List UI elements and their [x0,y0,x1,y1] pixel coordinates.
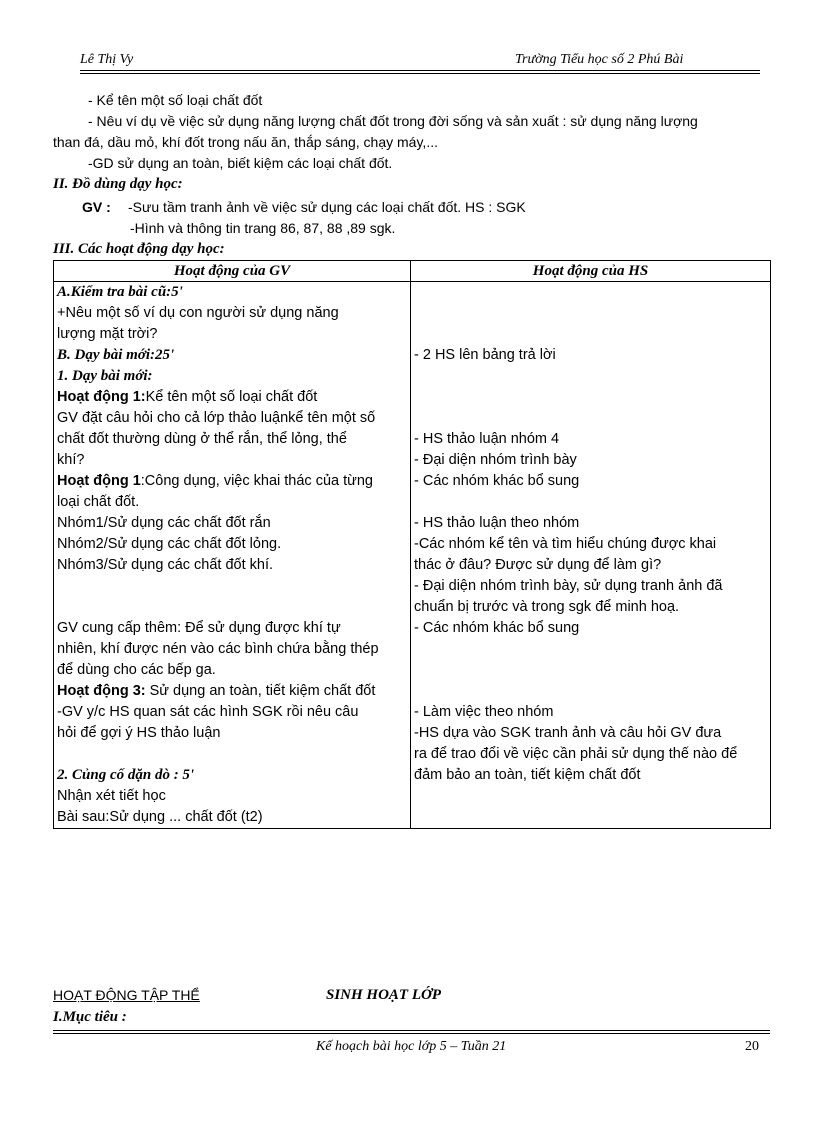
gv-section-label: 2. Củng cố dặn dò : 5' [57,767,195,783]
materials-line-2: -Hình và thông tin trang 86, 87, 88 ,89 sgk. [130,220,396,236]
objective-2: - Nêu ví dụ về việc sử dụng năng lượng chất đốt trong đời sống và sản xuất : sử dụng năng lượng [88,113,698,129]
hs-line: đảm bảo an toàn, tiết kiệm chất đốt [414,767,641,783]
hs-line [414,639,767,660]
hs-line: - 2 HS lên bảng trả lời [414,347,556,363]
materials-line-1: -Sưu tầm tranh ảnh về việc sử dụng các loại chất đốt. HS : SGK [128,199,526,215]
hs-line: - Đại diện nhóm trình bày [414,452,577,468]
gv-line [57,282,407,303]
hs-line [414,303,767,324]
header-rule [80,70,760,71]
objective-3: -GD sử dụng an toàn, biết kiệm các loại chất đốt. [88,155,393,171]
hs-line: -HS dựa vào SGK tranh ảnh và câu hỏi GV đưa [414,725,722,741]
hs-line: - Các nhóm khác bổ sung [414,620,580,636]
gv-line: để dùng cho các bếp ga. [57,662,216,678]
gv-line [57,576,407,597]
hs-line [414,807,767,828]
hs-line: ra để trao đổi về việc cần phải sử dụng thế nào để [414,746,738,762]
activities-heading: III. Các hoạt động dạy học: [53,241,225,257]
hs-cell [411,282,771,829]
gv-line [57,345,407,366]
hs-line [414,660,767,681]
hs-line: - Làm việc theo nhóm [414,704,554,720]
next-section-title: SINH HOẠT LỚP [326,987,442,1003]
hs-line [414,786,767,807]
hs-line [414,492,767,513]
gv-section-label: A.Kiểm tra bài cũ:5' [57,284,183,300]
gv-line: Nhóm3/Sử dụng các chất đốt khí. [57,557,274,573]
gv-line [57,744,407,765]
next-section-objective: I.Mục tiêu : [53,1009,127,1025]
gv-line: +Nêu một số ví dụ con người sử dụng năng [57,305,339,321]
gv-line [57,471,407,492]
gv-line [57,765,407,786]
gv-line: GV cung cấp thêm: Để sử dụng được khí tự [57,620,341,636]
hs-line: - Đại diện nhóm trình bày, sử dụng tranh ảnh đã [414,578,723,594]
gv-line: -GV y/c HS quan sát các hình SGK rồi nêu câu [57,704,359,720]
gv-line: nhiên, khí được nén vào các bình chứa bằng thép [57,641,379,657]
footer-title: Kế hoạch bài học lớp 5 – Tuần 21 [316,1039,507,1054]
gv-line: loại chất đốt. [57,494,140,510]
header-author: Lê Thị Vy [80,52,134,67]
page-number: 20 [745,1039,759,1054]
gv-activity-text: :Công dụng, việc khai thác của từng [140,473,373,489]
header-rule-2 [80,73,760,74]
gv-line [57,366,407,387]
gv-line [57,681,407,702]
gv-line: Bài sau:Sử dụng ... chất đốt (t2) [57,809,263,825]
activities-table [53,260,771,829]
hs-line [414,282,767,303]
gv-activity-label: Hoạt động 1 [57,473,141,489]
hs-line: -Các nhóm kể tên và tìm hiểu chúng được khai [414,536,717,552]
gv-line [57,597,407,618]
hs-line: - HS thảo luận nhóm 4 [414,431,560,447]
next-section-label: HOẠT ĐỘNG TẬP THỂ [53,987,200,1003]
gv-line [57,387,407,408]
gv-section-label: B. Dạy bài mới:25' [57,347,175,363]
hs-line: - HS thảo luận theo nhóm [414,515,580,531]
gv-line: lượng mặt trời? [57,326,158,342]
gv-activity-label: Hoạt động 1: [57,389,146,405]
gv-line: GV đặt câu hỏi cho cả lớp thảo luậnkể tên một số [57,410,376,426]
hs-line [414,408,767,429]
hs-line: thác ở đâu? Được sử dụng để làm gì? [414,557,662,573]
gv-activity-text: Sử dụng an toàn, tiết kiệm chất đốt [145,683,376,699]
gv-section-label: 1. Dạy bài mới: [57,368,153,384]
footer-rule [53,1030,770,1031]
gv-line: chất đốt thường dùng ở thể rắn, thể lỏng, thể [57,431,347,447]
hs-line [414,387,767,408]
materials-gv-label: GV : [82,199,111,215]
col-gv-header: Hoạt động của GV [54,261,411,282]
gv-activity-label: Hoạt động 3: [57,683,146,699]
hs-line [414,366,767,387]
gv-line: Nhóm1/Sử dụng các chất đốt rắn [57,515,271,531]
materials-heading: II. Đồ dùng dạy học: [53,176,183,192]
col-hs-header: Hoạt động của HS [411,261,771,282]
hs-line: chuẩn bị trước và trong sgk để minh hoạ. [414,599,680,615]
hs-line: - Các nhóm khác bổ sung [414,473,580,489]
objective-1: - Kể tên một số loại chất đốt [88,92,263,108]
footer-rule-2 [53,1033,770,1034]
hs-line [414,324,767,345]
gv-line: hỏi để gợi ý HS thảo luận [57,725,221,741]
header-school: Trường Tiểu học số 2 Phú Bài [515,52,684,67]
hs-line [414,681,767,702]
gv-line: Nhận xét tiết học [57,788,166,804]
gv-activity-text: Kể tên một số loại chất đốt [145,389,318,405]
objective-2b: than đá, dầu mỏ, khí đốt trong nấu ăn, thắp sáng, chạy máy,... [53,134,438,150]
gv-line: khí? [57,452,85,468]
gv-line: Nhóm2/Sử dụng các chất đốt lỏng. [57,536,282,552]
gv-cell [54,282,411,829]
